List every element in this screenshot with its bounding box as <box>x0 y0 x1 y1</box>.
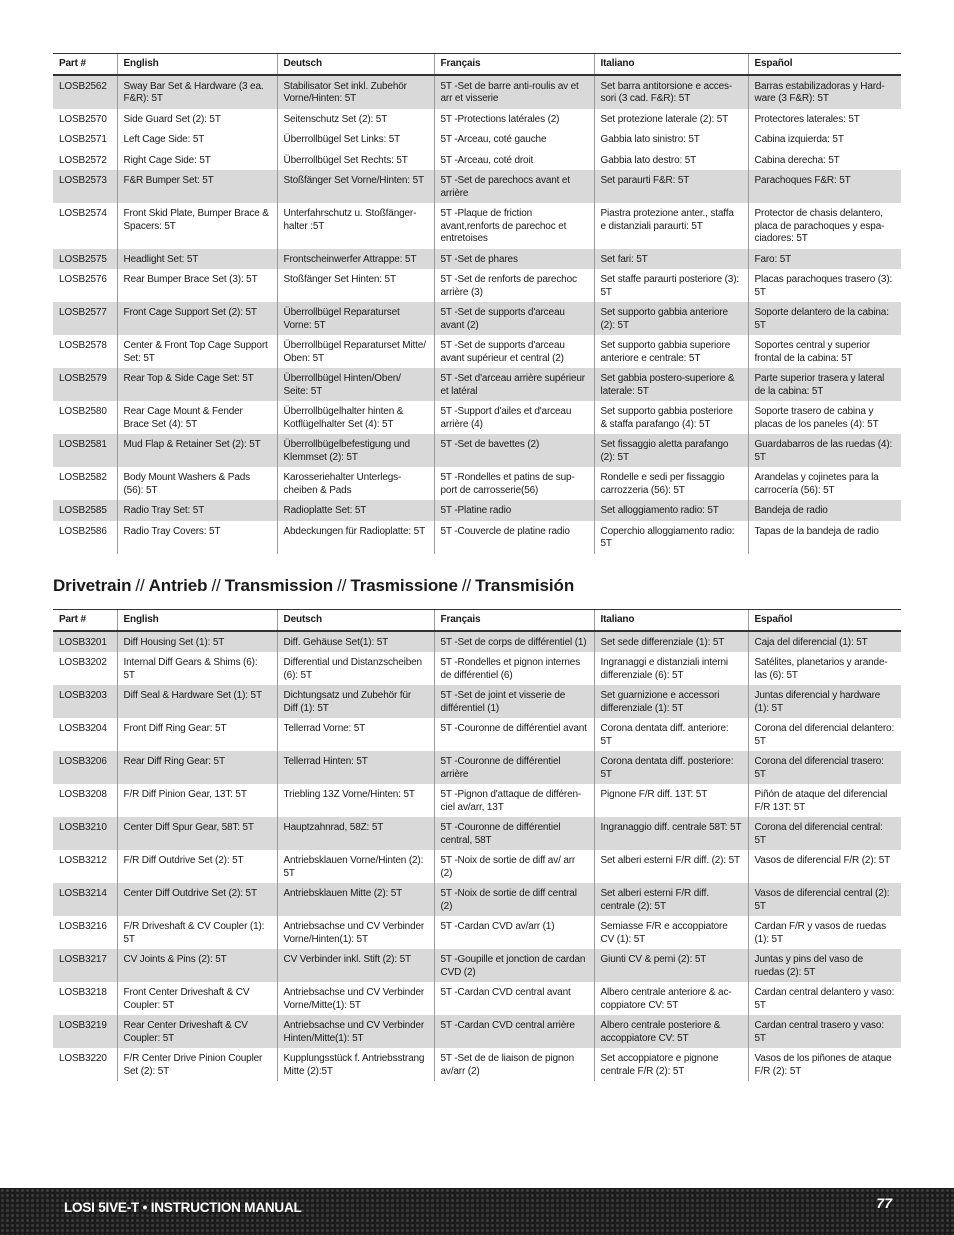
column-header-english: English <box>117 610 277 631</box>
cell-english: Center & Front Top Cage Support Set: 5T <box>117 335 277 368</box>
cell-espanol: Cabina izquierda: 5T <box>748 129 901 150</box>
table-row <box>53 269 901 302</box>
cell-francais: 5T -Arceau, coté gauche <box>434 129 594 150</box>
table-row <box>53 850 901 883</box>
cell-deutsch: Radioplatte Set: 5T <box>277 500 434 521</box>
cell-deutsch: Überrollbügel Set Rechts: 5T <box>277 150 434 171</box>
table-row <box>53 368 901 401</box>
section-heading-drivetrain <box>53 576 574 596</box>
cell-part-number: LOSB3212 <box>59 855 107 866</box>
cell-francais: 5T -Couronne de différentiel avant <box>434 718 594 751</box>
cell-espanol: Protector de chasis delantero, placa de parachoques y espa- ciadores: 5T <box>748 203 901 249</box>
cell-part-number: LOSB3201 <box>53 631 117 653</box>
cell-espanol: Corona del diferencial delantero: 5T <box>748 718 901 751</box>
cell-francais: 5T -Cardan CVD av/arr (1) <box>434 916 594 949</box>
cell-italiano: Set protezione laterale (2): 5T <box>594 109 748 130</box>
cell-espanol: Tapas de la bandeja de radio <box>748 521 901 554</box>
column-header-english: English <box>117 54 277 75</box>
cell-espanol: Placas parachoques trasero (3): 5T <box>748 269 901 302</box>
cell-italiano: Set guarnizione e accessori differenziale (1): 5T <box>594 685 748 718</box>
cell-francais: 5T -Set de supports d'arceau avant (2) <box>434 302 594 335</box>
table-row <box>53 883 901 916</box>
cell-part-number: LOSB3204 <box>59 723 107 734</box>
cell-english: Rear Center Driveshaft & CV Coupler: 5T <box>117 1015 277 1048</box>
cell-part-number: LOSB2579 <box>53 368 117 401</box>
cell-english: Rear Diff Ring Gear: 5T <box>117 751 277 784</box>
cell-italiano: Gabbia lato sinistro: 5T <box>594 129 748 150</box>
cell-francais: 5T -Cardan CVD central avant <box>434 982 594 1015</box>
column-header-deutsch: Deutsch <box>277 610 434 631</box>
cell-part-number: LOSB3210 <box>53 817 117 850</box>
cell-espanol: Corona del diferencial central: 5T <box>748 817 901 850</box>
cell-francais: 5T -Support d'ailes et d'arceau arrière (4) <box>434 401 594 434</box>
cell-deutsch: CV Verbinder inkl. Stift (2): 5T <box>277 949 434 982</box>
heading-part: Transmission <box>224 576 334 595</box>
cell-francais: 5T -Set de corps de différentiel (1) <box>434 631 594 653</box>
heading-separator: // <box>461 576 472 595</box>
cell-espanol: Cardan central trasero y vaso: 5T <box>748 1015 901 1048</box>
cell-italiano: Ingranaggio diff. centrale 58T: 5T <box>594 817 748 850</box>
cell-francais: 5T -Set de phares <box>434 249 594 270</box>
page-number: 77 <box>876 1195 892 1211</box>
cell-english: F/R Center Drive Pinion Coupler Set (2): 5T <box>117 1048 277 1081</box>
table-row <box>53 817 901 850</box>
column-header-deutsch: Deutsch <box>277 54 434 75</box>
cell-espanol: Guardabarros de las ruedas (4): 5T <box>748 434 901 467</box>
cell-francais: 5T -Rondelles et patins de sup- port de carrosserie(56) <box>434 467 594 500</box>
table-header-row <box>53 610 901 631</box>
cell-english: Internal Diff Gears & Shims (6): 5T <box>117 652 277 685</box>
cell-francais: 5T -Noix de sortie de diff av/ arr (2) <box>434 850 594 883</box>
cell-part-number: LOSB2586 <box>59 525 107 537</box>
table-header-row <box>53 54 901 75</box>
table-row <box>53 751 901 784</box>
cell-francais: 5T -Arceau, coté droit <box>434 150 594 171</box>
cell-francais: 5T -Goupille et jonction de cardan CVD (2) <box>434 949 594 982</box>
cell-part-number: LOSB3219 <box>53 1015 117 1048</box>
table-row <box>53 685 901 718</box>
cell-deutsch: Überrollbügelhalter hinten & Kotflügelhalter Set (4): 5T <box>277 401 434 434</box>
cell-espanol: Juntas y pins del vaso de ruedas (2): 5T <box>748 949 901 982</box>
table-row <box>53 203 901 249</box>
cell-part-number: LOSB3214 <box>53 883 117 916</box>
cell-english: Left Cage Side: 5T <box>117 129 277 150</box>
cell-italiano: Set staffe paraurti posteriore (3): 5T <box>594 269 748 302</box>
cell-deutsch: Überrollbügel Reparaturset Mitte/ Oben: 5T <box>277 335 434 368</box>
cell-espanol: Parte superior trasera y lateral de la cabina: 5T <box>748 368 901 401</box>
cell-espanol: Juntas diferencial y hardware (1): 5T <box>748 685 901 718</box>
cell-francais: 5T -Set d'arceau arrière supérieur et latéral <box>434 368 594 401</box>
table-row <box>53 916 901 949</box>
cell-espanol: Soportes central y superior frontal de la cabina: 5T <box>748 335 901 368</box>
cell-part-number: LOSB2572 <box>59 154 107 166</box>
cell-english: Rear Cage Mount & Fender Brace Set (4): 5T <box>117 401 277 434</box>
cell-italiano: Set alberi esterni F/R diff. (2): 5T <box>594 850 748 883</box>
cell-francais: 5T -Set de bavettes (2) <box>434 434 594 467</box>
cell-italiano: Set paraurti F&R: 5T <box>594 170 748 203</box>
table-row <box>53 982 901 1015</box>
table-row <box>53 335 901 368</box>
cell-english: F/R Diff Outdrive Set (2): 5T <box>117 850 277 883</box>
cell-francais: 5T -Couvercle de platine radio <box>434 521 594 554</box>
cell-deutsch: Überrollbügel Set Links: 5T <box>277 129 434 150</box>
cell-francais: 5T -Cardan CVD central arrière <box>434 1015 594 1048</box>
cell-italiano: Set barra antitorsione e acces- sori (3 cad. F&R): 5T <box>594 75 748 109</box>
table-row <box>53 652 901 685</box>
cell-francais: 5T -Noix de sortie de diff central (2) <box>434 883 594 916</box>
cell-part-number: LOSB3218 <box>59 987 107 998</box>
cell-english: Rear Top & Side Cage Set: 5T <box>117 368 277 401</box>
column-header-part-number: Part # <box>53 54 117 75</box>
cell-espanol: Arandelas y cojinetes para la carrocería (56): 5T <box>748 467 901 500</box>
cell-english: Rear Bumper Brace Set (3): 5T <box>117 269 277 302</box>
cell-deutsch: Überrollbügel Hinten/Oben/ Seite: 5T <box>277 368 434 401</box>
column-header-part-number: Part # <box>53 610 117 631</box>
cell-deutsch: Antriebsklauen Vorne/Hinten (2): 5T <box>277 850 434 883</box>
cell-english: Diff Seal & Hardware Set (1): 5T <box>117 685 277 718</box>
column-header-espanol: Español <box>748 54 901 75</box>
cell-francais: 5T -Set de barre anti-roulis av et arr et visserie <box>434 75 594 109</box>
cell-francais: 5T -Plaque de friction avant,renforts de parechoc et entretoises <box>434 203 594 249</box>
cell-francais: 5T -Platine radio <box>434 500 594 521</box>
heading-separator: // <box>135 576 145 595</box>
table-row <box>53 401 901 434</box>
cell-english: Front Cage Support Set (2): 5T <box>117 302 277 335</box>
cell-english: Front Center Driveshaft & CV Coupler: 5T <box>117 982 277 1015</box>
cell-deutsch: Stoßfänger Set Hinten: 5T <box>277 269 434 302</box>
heading-part: Drivetrain <box>53 576 132 595</box>
cell-part-number: LOSB2585 <box>53 500 117 521</box>
table-row <box>53 109 901 130</box>
cell-deutsch: Unterfahrschutz u. Stoßfänger- halter :5T <box>277 203 434 249</box>
cell-italiano: Set accoppiatore e pignone centrale F/R (2): 5T <box>594 1048 748 1081</box>
cell-espanol: Vasos de los piñones de ataque F/R (2): 5T <box>748 1048 901 1081</box>
cell-part-number: LOSB3202 <box>59 657 107 668</box>
cell-francais: 5T -Set de parechocs avant et arrière <box>434 170 594 203</box>
cell-francais: 5T -Pignon d'attaque de différen- ciel av/arr, 13T <box>434 784 594 817</box>
cell-deutsch: Antriebsachse und CV Verbinder Hinten/Mitte(1): 5T <box>277 1015 434 1048</box>
cell-deutsch: Überrollbügel Reparaturset Vorne: 5T <box>277 302 434 335</box>
cell-francais: 5T -Set de supports d'arceau avant supérieur et central (2) <box>434 335 594 368</box>
cell-part-number: LOSB3216 <box>59 921 107 932</box>
cell-espanol: Satélites, planetarios y arande- las (6): 5T <box>748 652 901 685</box>
cell-italiano: Set alberi esterni F/R diff. centrale (2): 5T <box>594 883 748 916</box>
cell-part-number: LOSB2580 <box>59 406 107 417</box>
cell-espanol: Soporte delantero de la cabina: 5T <box>748 302 901 335</box>
cell-english: F/R Driveshaft & CV Coupler (1): 5T <box>117 916 277 949</box>
cell-part-number: LOSB2575 <box>53 249 117 270</box>
table-row <box>53 434 901 467</box>
heading-part: Trasmissione <box>350 576 458 595</box>
cell-italiano: Coperchio alloggiamento radio: 5T <box>594 521 748 554</box>
cell-deutsch: Überrollbügelbefestigung und Klemmset (2): 5T <box>277 434 434 467</box>
cell-deutsch: Antriebsachse und CV Verbinder Vorne/Mitte(1): 5T <box>277 982 434 1015</box>
cell-english: Radio Tray Set: 5T <box>117 500 277 521</box>
heading-separator: // <box>337 576 347 595</box>
cell-espanol: Vasos de diferencial central (2): 5T <box>748 883 901 916</box>
cell-part-number: LOSB3217 <box>53 949 117 982</box>
column-header-italiano: Italiano <box>594 610 748 631</box>
cell-italiano: Set supporto gabbia posteriore & staffa parafango (4): 5T <box>594 401 748 434</box>
cell-francais: 5T -Rondelles et pignon internes de différentiel (6) <box>434 652 594 685</box>
cell-part-number: LOSB2578 <box>59 340 107 351</box>
cell-italiano: Piastra protezione anter., staffa e distanziali paraurti: 5T <box>594 203 748 249</box>
cell-italiano: Rondelle e sedi per fissaggio carrozzeria (56): 5T <box>594 467 748 500</box>
cell-deutsch: Tellerrad Hinten: 5T <box>277 751 434 784</box>
cell-espanol: Piñón de ataque del diferencial F/R 13T: 5T <box>748 784 901 817</box>
cell-part-number: LOSB2574 <box>59 208 107 219</box>
cell-english: F/R Diff Pinion Gear, 13T: 5T <box>117 784 277 817</box>
heading-part: Antrieb <box>148 576 208 595</box>
cell-deutsch: Abdeckungen für Radioplatte: 5T <box>277 521 434 554</box>
cell-part-number: LOSB2582 <box>59 472 107 483</box>
cell-english: Center Diff Spur Gear, 58T: 5T <box>117 817 277 850</box>
cell-espanol: Cabina derecha: 5T <box>748 150 901 171</box>
column-header-espanol: Español <box>748 610 901 631</box>
table-row <box>53 949 901 982</box>
column-header-francais: Français <box>434 610 594 631</box>
cell-italiano: Set supporto gabbia superiore anteriore e centrale: 5T <box>594 335 748 368</box>
cell-english: Headlight Set: 5T <box>117 249 277 270</box>
parts-table-drivetrain <box>53 609 901 1081</box>
cell-espanol: Soporte trasero de cabina y placas de los paneles (4): 5T <box>748 401 901 434</box>
table-row <box>53 129 901 150</box>
cell-english: Front Diff Ring Gear: 5T <box>117 718 277 751</box>
cell-deutsch: Differential und Distanzscheiben (6): 5T <box>277 652 434 685</box>
cell-italiano: Pignone F/R diff. 13T: 5T <box>594 784 748 817</box>
cell-italiano: Albero centrale anteriore & ac- coppiatore CV: 5T <box>594 982 748 1015</box>
cell-espanol: Corona del diferencial trasero: 5T <box>748 751 901 784</box>
table-row <box>53 170 901 203</box>
cell-deutsch: Seitenschutz Set (2): 5T <box>277 109 434 130</box>
cell-english: Front Skid Plate, Bumper Brace & Spacers: 5T <box>117 203 277 249</box>
table-row <box>53 249 901 270</box>
cell-deutsch: Hauptzahnrad, 58Z: 5T <box>277 817 434 850</box>
cell-deutsch: Dichtungsatz und Zubehör für Diff (1): 5T <box>277 685 434 718</box>
cell-italiano: Semiasse F/R e accoppiatore CV (1): 5T <box>594 916 748 949</box>
cell-francais: 5T -Protections latérales (2) <box>434 109 594 130</box>
table-row <box>53 467 901 500</box>
table-row <box>53 500 901 521</box>
cell-deutsch: Kupplungsstück f. Antriebsstrang Mitte (2):5T <box>277 1048 434 1081</box>
cell-part-number: LOSB3208 <box>59 789 107 800</box>
cell-deutsch: Antriebsklauen Mitte (2): 5T <box>277 883 434 916</box>
cell-deutsch: Stabilisator Set inkl. Zubehör Vorne/Hinten: 5T <box>277 75 434 109</box>
cell-deutsch: Triebling 13Z Vorne/Hinten: 5T <box>277 784 434 817</box>
cell-espanol: Protectores laterales: 5T <box>748 109 901 130</box>
cell-espanol: Faro: 5T <box>748 249 901 270</box>
cell-italiano: Gabbia lato destro: 5T <box>594 150 748 171</box>
cell-francais: 5T -Set de de liaison de pignon av/arr (2) <box>434 1048 594 1081</box>
cell-italiano: Set fari: 5T <box>594 249 748 270</box>
cell-italiano: Corona dentata diff. posteriore: 5T <box>594 751 748 784</box>
cell-english: F&R Bumper Set: 5T <box>117 170 277 203</box>
cell-espanol: Caja del diferencial (1): 5T <box>748 631 901 653</box>
cell-italiano: Set fissaggio aletta parafango (2): 5T <box>594 434 748 467</box>
cell-deutsch: Karosseriehalter Unterlegs- cheiben & Pads <box>277 467 434 500</box>
cell-deutsch: Antriebsachse und CV Verbinder Vorne/Hinten(1): 5T <box>277 916 434 949</box>
cell-francais: 5T -Set de renforts de parechoc arrière (3) <box>434 269 594 302</box>
cell-espanol: Cardan central delantero y vaso: 5T <box>748 982 901 1015</box>
cell-part-number: LOSB2573 <box>53 170 117 203</box>
cell-deutsch: Frontscheinwerfer Attrappe: 5T <box>277 249 434 270</box>
cell-part-number: LOSB2570 <box>59 113 107 125</box>
table-row <box>53 631 901 653</box>
cell-english: Sway Bar Set & Hardware (3 ea. F&R): 5T <box>117 75 277 109</box>
table-row <box>53 521 901 554</box>
cell-part-number: LOSB2571 <box>59 134 107 145</box>
cell-part-number: LOSB2562 <box>53 75 117 109</box>
cell-english: Body Mount Washers & Pads (56): 5T <box>117 467 277 500</box>
cell-english: Center Diff Outdrive Set (2): 5T <box>117 883 277 916</box>
cell-francais: 5T -Couronne de différentiel arrière <box>434 751 594 784</box>
parts-table-body <box>53 53 901 554</box>
cell-english: Right Cage Side: 5T <box>117 150 277 171</box>
cell-part-number: LOSB3203 <box>53 685 117 718</box>
cell-english: Mud Flap & Retainer Set (2): 5T <box>117 434 277 467</box>
cell-espanol: Barras estabilizadoras y Hard- ware (3 F&R): 5T <box>748 75 901 109</box>
cell-italiano: Set supporto gabbia anteriore (2): 5T <box>594 302 748 335</box>
cell-espanol: Vasos de diferencial F/R (2): 5T <box>748 850 901 883</box>
cell-deutsch: Stoßfänger Set Vorne/Hinten: 5T <box>277 170 434 203</box>
cell-espanol: Bandeja de radio <box>748 500 901 521</box>
cell-italiano: Ingranaggi e distanziali interni differenziale (6): 5T <box>594 652 748 685</box>
table-row <box>53 784 901 817</box>
cell-part-number: LOSB2581 <box>53 434 117 467</box>
column-header-francais: Français <box>434 54 594 75</box>
cell-english: Radio Tray Covers: 5T <box>117 521 277 554</box>
cell-english: Diff Housing Set (1): 5T <box>117 631 277 653</box>
table-row <box>53 1015 901 1048</box>
cell-italiano: Albero centrale posteriore & accoppiatore CV: 5T <box>594 1015 748 1048</box>
cell-part-number: LOSB3220 <box>59 1053 107 1064</box>
heading-part: Transmisión <box>475 576 575 595</box>
heading-separator: // <box>211 576 221 595</box>
cell-espanol: Parachoques F&R: 5T <box>748 170 901 203</box>
cell-deutsch: Tellerrad Vorne: 5T <box>277 718 434 751</box>
table-row <box>53 718 901 751</box>
cell-english: CV Joints & Pins (2): 5T <box>117 949 277 982</box>
column-header-italiano: Italiano <box>594 54 748 75</box>
cell-italiano: Set alloggiamento radio: 5T <box>594 500 748 521</box>
table-row <box>53 1048 901 1081</box>
cell-francais: 5T -Set de joint et visserie de différentiel (1) <box>434 685 594 718</box>
table-row <box>53 302 901 335</box>
cell-italiano: Set sede differenziale (1): 5T <box>594 631 748 653</box>
cell-part-number: LOSB2577 <box>53 302 117 335</box>
cell-english: Side Guard Set (2): 5T <box>117 109 277 130</box>
footer-title: LOSI 5IVE-T • INSTRUCTION MANUAL <box>64 1200 302 1215</box>
table-row <box>53 75 901 109</box>
cell-part-number: LOSB3206 <box>53 751 117 784</box>
cell-part-number: LOSB2576 <box>59 274 107 285</box>
cell-italiano: Giunti CV & perni (2): 5T <box>594 949 748 982</box>
cell-francais: 5T -Couronne de différentiel central, 58T <box>434 817 594 850</box>
cell-italiano: Set gabbia postero-superiore & laterale: 5T <box>594 368 748 401</box>
cell-italiano: Corona dentata diff. anteriore: 5T <box>594 718 748 751</box>
cell-espanol: Cardan F/R y vasos de ruedas (1): 5T <box>748 916 901 949</box>
table-row <box>53 150 901 171</box>
cell-deutsch: Diff. Gehäuse Set(1): 5T <box>277 631 434 653</box>
